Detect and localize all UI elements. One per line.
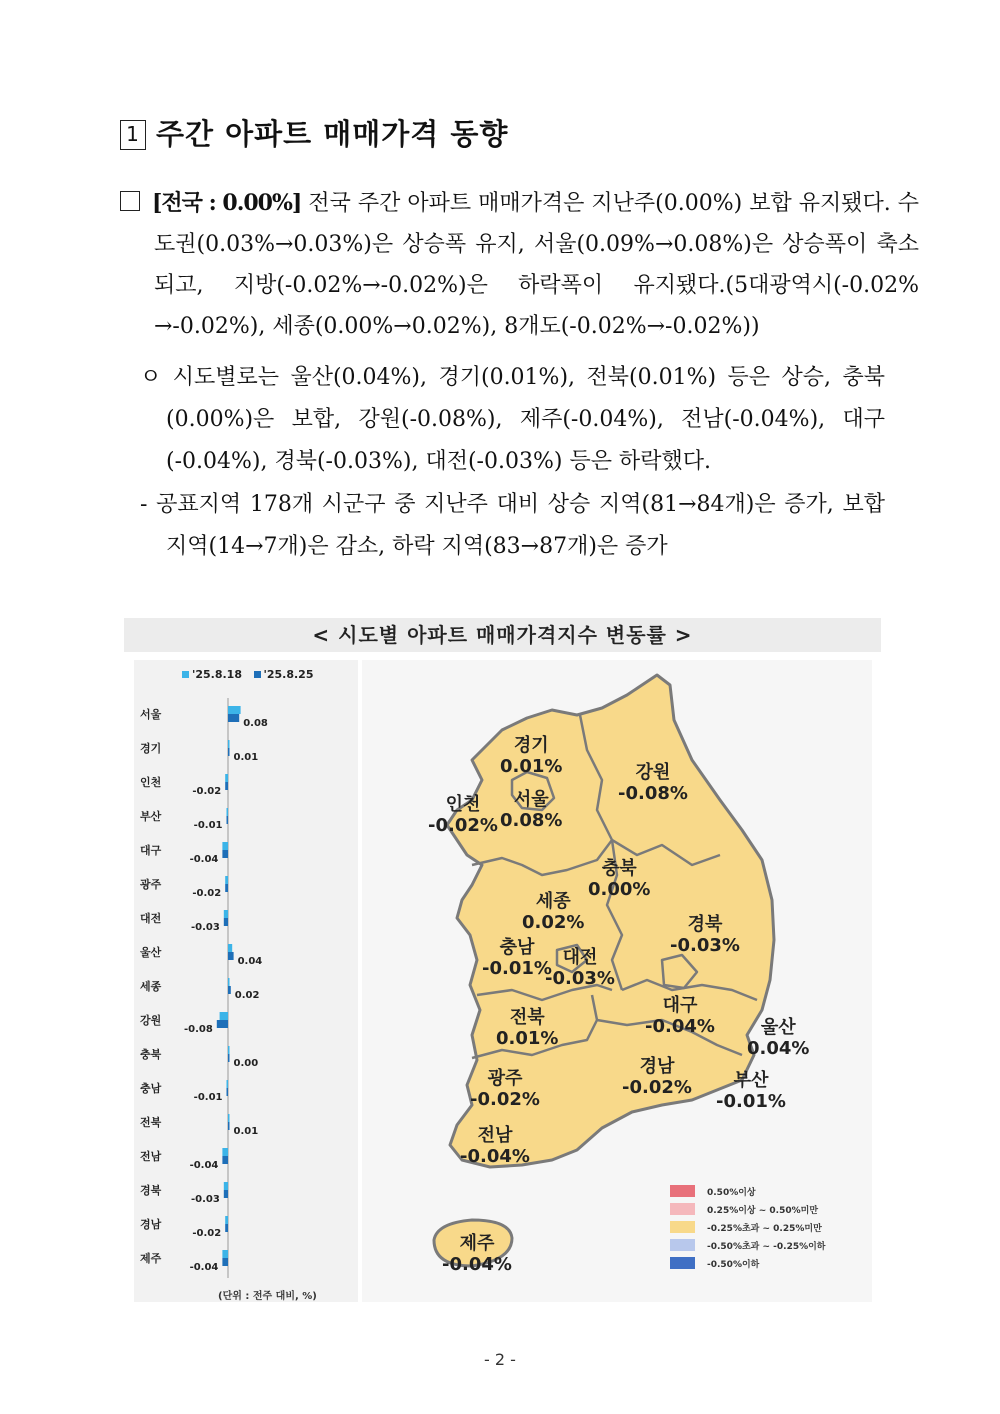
- bar-prev-week: [225, 774, 228, 782]
- bar-value-label: -0.02: [192, 1228, 222, 1239]
- category-label: 강원: [140, 1014, 162, 1027]
- bar-this-week: [228, 1054, 230, 1062]
- summary-lead: [전국 : 0.00%]: [152, 190, 302, 216]
- category-label: 부산: [140, 810, 162, 823]
- bar-prev-week: [228, 944, 232, 952]
- map-label-gyeongnam: 경남 -0.02%: [622, 1056, 692, 1098]
- legend-prev-label: '25.8.18: [192, 668, 242, 681]
- section-title-text: 주간 아파트 매매가격 동향: [156, 117, 509, 151]
- bar-prev-week: [227, 808, 229, 816]
- bar-this-week: [222, 850, 228, 858]
- legend-swatch: [670, 1257, 695, 1269]
- map-label-gyeonggi: 경기 0.01%: [500, 735, 563, 777]
- category-label: 대구: [140, 844, 162, 857]
- category-label: 서울: [140, 708, 162, 721]
- map-label-jeju: 제주 -0.04%: [442, 1233, 512, 1275]
- category-label: 대전: [140, 912, 162, 925]
- summary-text: 전국 주간 아파트 매매가격은 지난주(0.00%) 보합 유지됐다. 수도권(0.03%→0.03%)은 상승폭 유지, 서울(0.09%→0.08%)은 상승폭이 축소되고, 지방(-0.02%→-0.02%)은 하락폭이 유지됐다.(5대광역시(-0.02% →-0.02%), 세종(0.00%→0.02%), 8개도(-0.02%→-0.02%)): [154, 191, 920, 339]
- bar-this-week: [225, 1224, 228, 1232]
- bar-value-label: -0.02: [192, 888, 222, 899]
- map-legend-row: 0.50%이상: [670, 1182, 826, 1200]
- map-label-chungbuk: 충북 0.00%: [588, 858, 651, 900]
- bar-chart: [134, 690, 358, 1285]
- bar-prev-week: [224, 910, 228, 918]
- map-legend-row: 0.25%이상 ~ 0.50%미만: [670, 1200, 826, 1218]
- bar-value-label: 0.01: [233, 752, 259, 763]
- bar-this-week: [222, 1258, 228, 1266]
- bar-prev-week: [228, 1046, 230, 1054]
- category-label: 세종: [140, 980, 162, 993]
- bar-this-week: [227, 816, 229, 824]
- bar-prev-week: [224, 1182, 228, 1190]
- district-dash-item: - 공표지역 178개 시군구 중 지난주 대비 상승 지역(81→84개)은 증가, 보합 지역(14→7개)은 감소, 하락 지역(83→87개)은 증가: [140, 492, 885, 559]
- category-label: 충북: [140, 1048, 162, 1061]
- map-legend-row: -0.50%초과 ~ -0.25%이하: [670, 1236, 826, 1254]
- legend-swatch: [670, 1185, 695, 1197]
- bar-value-label: -0.04: [189, 1160, 219, 1171]
- legend-swatch: [670, 1221, 695, 1233]
- bar-this-week: [228, 986, 231, 994]
- bar-prev-week: [220, 1012, 228, 1020]
- bar-prev-week: [228, 740, 230, 748]
- map-label-sejong: 세종 0.02%: [522, 891, 585, 933]
- bar-prev-week: [225, 876, 228, 884]
- summary-paragraph: [120, 183, 919, 347]
- bar-prev-week: [228, 706, 241, 714]
- bar-prev-week: [225, 1216, 228, 1224]
- map-label-daegu: 대구 -0.04%: [645, 995, 715, 1037]
- chart-legend: [182, 668, 314, 681]
- category-label: 경남: [140, 1218, 162, 1231]
- bar-value-label: -0.01: [193, 1092, 223, 1103]
- bar-prev-week: [228, 1114, 230, 1122]
- category-label: 광주: [140, 878, 162, 891]
- bar-this-week: [225, 884, 228, 892]
- figure-title: < 시도별 아파트 매매가격지수 변동률 >: [124, 618, 881, 652]
- bar-this-week: [222, 1156, 228, 1164]
- region-bullet: ㅇ 시도별로는 울산(0.04%), 경기(0.01%), 전북(0.01%) 등은 상승, 충북(0.00%)은 보합, 강원(-0.08%), 제주(-0.04%), 전남(-0.04%), 대구(-0.04%), 경북(-0.03%), 대전(-0.03%) 등은 하락했다.: [140, 365, 885, 474]
- map-label-gyeongbuk: 경북 -0.03%: [670, 914, 740, 956]
- category-label: 경기: [140, 742, 162, 755]
- bar-value-label: -0.08: [183, 1024, 213, 1035]
- category-label: 제주: [140, 1252, 162, 1265]
- category-label: 울산: [140, 946, 162, 959]
- category-label: 경북: [140, 1184, 162, 1197]
- bar-this-week: [225, 782, 228, 790]
- map-label-jeonnam: 전남 -0.04%: [460, 1125, 530, 1167]
- legend-swatch-prev: [182, 671, 189, 678]
- map-label-seoul: 서울 0.08%: [500, 789, 563, 831]
- legend-this-label: '25.8.25: [263, 668, 314, 681]
- bar-value-label: -0.01: [193, 820, 223, 831]
- bar-value-label: -0.04: [189, 854, 219, 865]
- bar-this-week: [227, 1088, 229, 1096]
- section-number: 1: [120, 120, 146, 150]
- bar-prev-week: [222, 1148, 228, 1156]
- map-label-ulsan: 울산 0.04%: [747, 1017, 810, 1059]
- legend-swatch: [670, 1239, 695, 1251]
- bar-this-week: [217, 1020, 228, 1028]
- legend-swatch: [670, 1203, 695, 1215]
- map-legend-row: -0.50%이하: [670, 1254, 826, 1272]
- category-label: 충남: [140, 1082, 162, 1095]
- bar-prev-week: [222, 842, 228, 850]
- bar-this-week: [228, 748, 230, 756]
- map-label-gangwon: 강원 -0.08%: [618, 762, 688, 804]
- map-label-busan: 부산 -0.01%: [716, 1070, 786, 1112]
- map-label-jeonbuk: 전북 0.01%: [496, 1007, 559, 1049]
- bar-prev-week: [222, 1250, 228, 1258]
- section-title: [120, 112, 508, 153]
- legend-swatch-this: [254, 671, 261, 678]
- chart-unit-note: (단위 : 전주 대비, %): [218, 1291, 317, 1302]
- bar-prev-week: [228, 978, 230, 986]
- bar-this-week: [224, 918, 228, 926]
- bar-value-label: -0.04: [189, 1262, 219, 1273]
- bar-value-label: 0.00: [233, 1058, 259, 1069]
- page-number: - 2 -: [484, 1350, 516, 1369]
- bar-this-week: [228, 952, 234, 960]
- map-legend: [670, 1182, 826, 1272]
- bar-value-label: 0.08: [243, 718, 268, 729]
- bar-this-week: [228, 714, 239, 722]
- bar-value-label: -0.03: [190, 1194, 220, 1205]
- map-label-chungnam: 충남 -0.01%: [482, 937, 552, 979]
- category-label: 전북: [140, 1116, 162, 1129]
- bar-value-label: -0.03: [190, 922, 220, 933]
- bar-this-week: [224, 1190, 228, 1198]
- map-legend-row: -0.25%초과 ~ 0.25%미만: [670, 1218, 826, 1236]
- bar-value-label: 0.01: [233, 1126, 259, 1137]
- bar-value-label: 0.02: [234, 990, 260, 1001]
- bar-this-week: [228, 1122, 230, 1130]
- category-label: 전남: [140, 1150, 162, 1163]
- bar-value-label: -0.02: [192, 786, 222, 797]
- bar-value-label: 0.04: [237, 956, 263, 967]
- map-label-incheon: 인천 -0.02%: [428, 794, 498, 836]
- category-label: 인천: [140, 776, 162, 789]
- map-label-daejeon: 대전 -0.03%: [545, 947, 615, 989]
- checkbox-icon: [120, 191, 140, 211]
- bar-prev-week: [227, 1080, 229, 1088]
- map-label-gwangju: 광주 -0.02%: [470, 1068, 540, 1110]
